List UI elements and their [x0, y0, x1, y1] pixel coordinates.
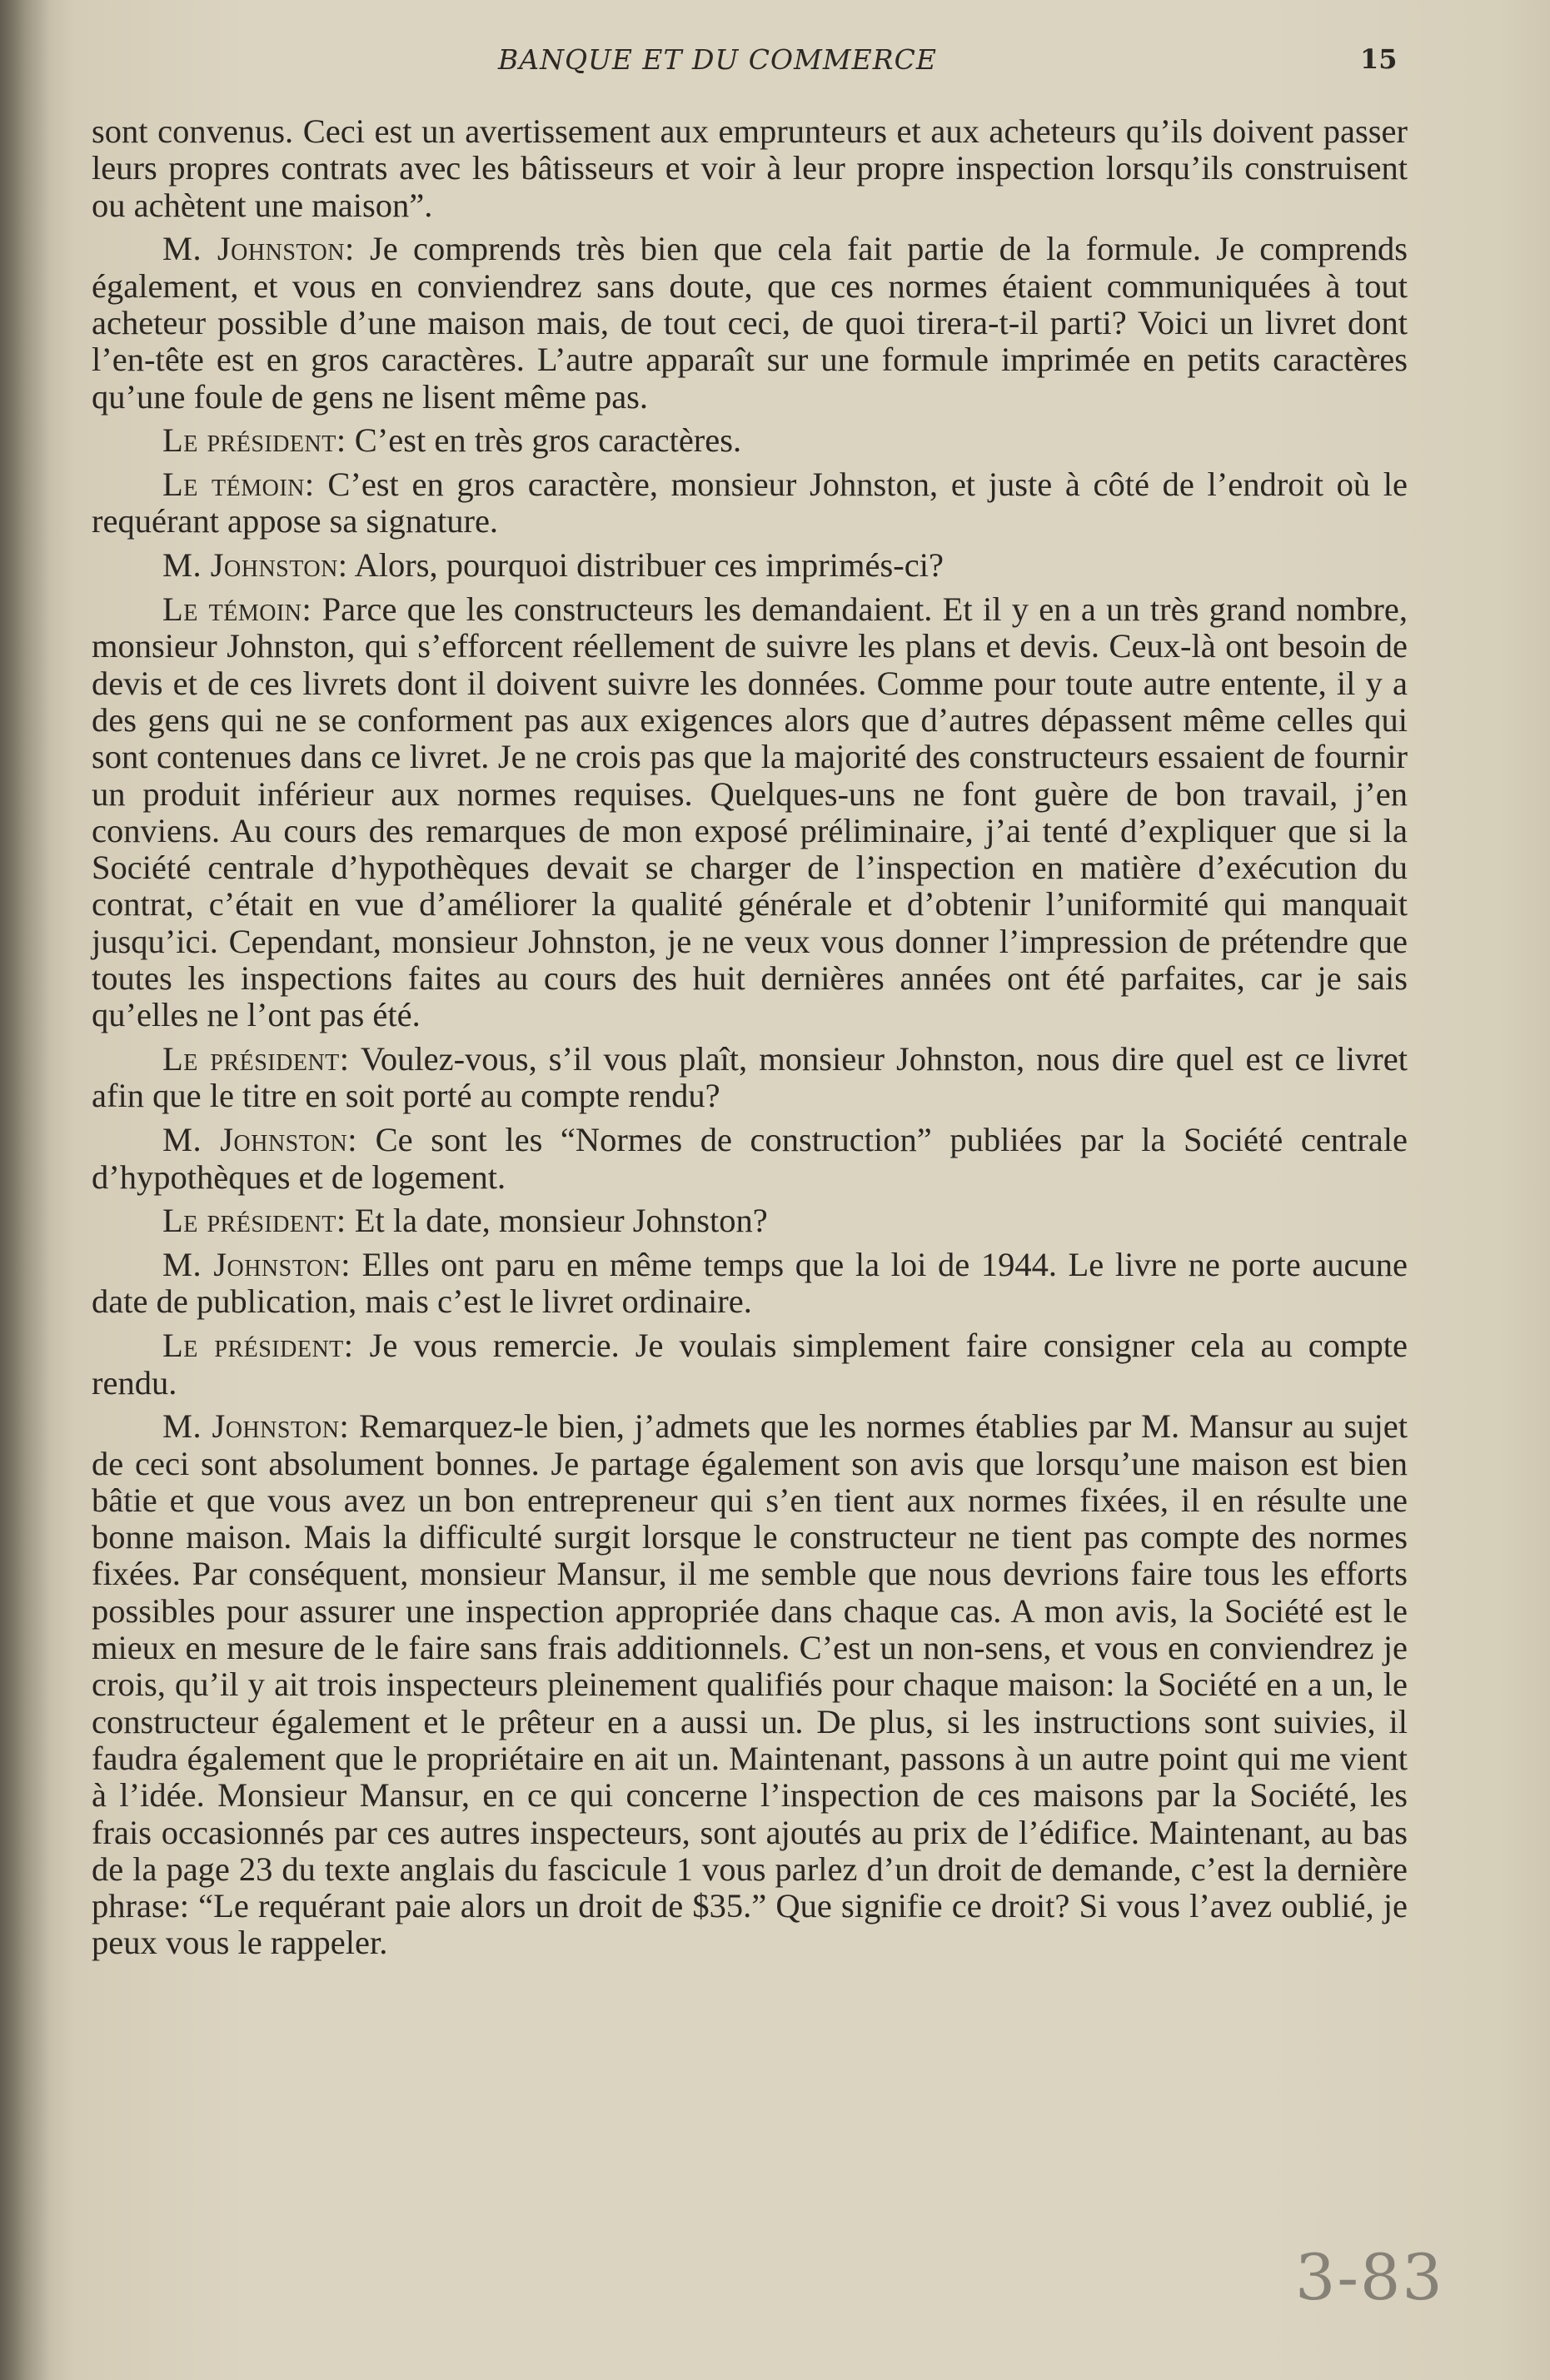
speaker-label: Le président: — [162, 1202, 346, 1240]
paragraph-text: Voulez-vous, s’il vous plaît, monsieur Johnston, nous dire quel est ce livret afin que le titre en soit porté au compte rendu? — [92, 1040, 1408, 1115]
page-number: 15 — [1360, 43, 1398, 75]
paragraph-text: Je vous remercie. Je voulais simplement faire consigner cela au compte rendu. — [92, 1327, 1408, 1402]
speaker-label: Le témoin: — [162, 466, 315, 504]
paragraph — [92, 1041, 1408, 1115]
paragraph — [92, 231, 1408, 415]
paragraph-text: Elles ont paru en même temps que la loi de 1944. Le livre ne porte aucune date de publication, mais c’est le livret ordinaire. — [92, 1246, 1408, 1321]
paragraph-text: Alors, pourquoi distribuer ces imprimés-ci? — [354, 546, 944, 585]
paragraph-text: Parce que les constructeurs les demandaient. Et il y en a un très grand nombre, monsieur Johnston, qui s’efforcent réellement de suivre les plans et devis. Ceux-là ont besoin de devis et de ces livrets dont il doivent suivre les données. Comme pour toute autre entente, il y a des gens qui ne se conforment pas aux exigences alors que d’autres dépassent même celles qui sont contenues dans ce livret. Je ne crois pas que la majorité des constructeurs essaient de fournir un produit inférieur aux normes requises. Quelques-uns ne font guère de bon travail, j’en conviens. Au cours des remarques de mon exposé préliminaire, j’ai tenté d’expliquer que si la Société centrale d’hypothèques devait se charger de l’inspection en matière d’exécution du contrat, c’était en vue d’améliorer la qualité générale et d’obtenir l’uniformité qui manquait jusqu’ici. Cependant, monsieur Johnston, je ne veux vous donner l’impression de prétendre que toutes les inspections faites au cours des huit dernières années ont été parfaites, car je sais qu’elles ne l’ont pas été. — [92, 590, 1408, 1034]
speaker-label: Le président: — [162, 1040, 350, 1078]
paragraph-text: C’est en très gros caractères. — [354, 421, 742, 460]
paragraph — [92, 1247, 1408, 1321]
paragraph — [92, 547, 1408, 584]
paragraph-text: Remarquez-le bien, j’admets que les normes établies par M. Mansur au sujet de ceci sont absolument bonnes. Je partage également son avis que lorsqu’une maison est bien bâtie et que vous avez un bon entrepreneur qui s’en tient aux normes fixées, il en résulte une bonne maison. Mais la difficulté surgit lorsque le constructeur ne tient pas compte des normes fixées. Par conséquent, monsieur Mansur, il me semble que nous devrions faire tous les efforts possibles pour assurer une inspection appropriée dans chaque cas. A mon avis, la Société est le mieux en mesure de le faire sans frais additionnels. C’est un non-sens, et vous en conviendrez je crois, qu’il y ait trois inspecteurs pleinement qualifiés pour chaque maison: la Société en a un, le constructeur également et le prêteur en a aussi un. De plus, si les instructions sont suivies, il faudra également que le propriétaire en ait un. Maintenant, passons à un autre point qui me vient à l’idée. Monsieur Mansur, en ce qui concerne l’inspection de ces maisons par la Société, les frais occasionnés par ces autres inspecteurs, sont ajoutés au prix de l’édifice. Maintenant, au bas de la page 23 du texte anglais du fascicule 1 vous parlez d’un droit de demande, c’est la dernière phrase: “Le requérant paie alors un droit de $35.” Que signifie ce droit? Si vous l’avez oublié, je peux vous le rappeler. — [92, 1407, 1408, 1962]
paragraph — [92, 591, 1408, 1034]
paragraph — [92, 466, 1408, 540]
paragraph — [92, 1408, 1408, 1961]
archive-stamp: 3-83 — [1295, 2240, 1444, 2314]
paragraph — [92, 113, 1408, 224]
page-binding-shadow — [0, 0, 50, 2380]
running-head: BANQUE ET DU COMMERCE — [498, 43, 937, 76]
speaker-label: M. Johnston: — [162, 1121, 358, 1159]
speaker-label: Le président: — [162, 421, 346, 460]
speaker-label: M. Johnston: — [162, 546, 348, 585]
speaker-label: M. Johnston: — [162, 1246, 351, 1284]
speaker-label: M. Johnston: — [162, 1407, 350, 1446]
paragraph-text: C’est en gros caractère, monsieur Johnston, et juste à côté de l’endroit où le requérant appose sa signature. — [92, 466, 1408, 540]
speaker-label: Le président: — [162, 1327, 354, 1365]
paragraph-text: Je comprends très bien que cela fait partie de la formule. Je comprends également, et vous en conviendrez sans doute, que ces normes étaient communiquées à tout acheteur possible d’une maison mais, de tout ceci, de quoi tirera-t-il parti? Voici un livret dont l’en-tête est en gros caractères. L’autre apparaît sur une formule imprimée en petits caractères qu’une foule de gens ne lisent même pas. — [92, 230, 1408, 416]
speaker-label: Le témoin: — [162, 590, 312, 629]
paragraph — [92, 422, 1408, 459]
paragraph-text: Ce sont les “Normes de construction” publiées par la Société centrale d’hypothèques et de logement. — [92, 1121, 1408, 1196]
speaker-label: M. Johnston: — [162, 230, 355, 268]
paragraph-text: sont convenus. Ceci est un avertissement aux emprunteurs et aux acheteurs qu’ils doivent passer leurs propres contrats avec les bâtisseurs et voir à leur propre inspection lorsqu’ils construisent ou achètent une maison”. — [92, 112, 1408, 224]
paragraph — [92, 1122, 1408, 1196]
transcript-body — [92, 113, 1408, 1969]
paragraph-text: Et la date, monsieur Johnston? — [354, 1202, 768, 1240]
paragraph — [92, 1327, 1408, 1402]
paragraph — [92, 1202, 1408, 1239]
